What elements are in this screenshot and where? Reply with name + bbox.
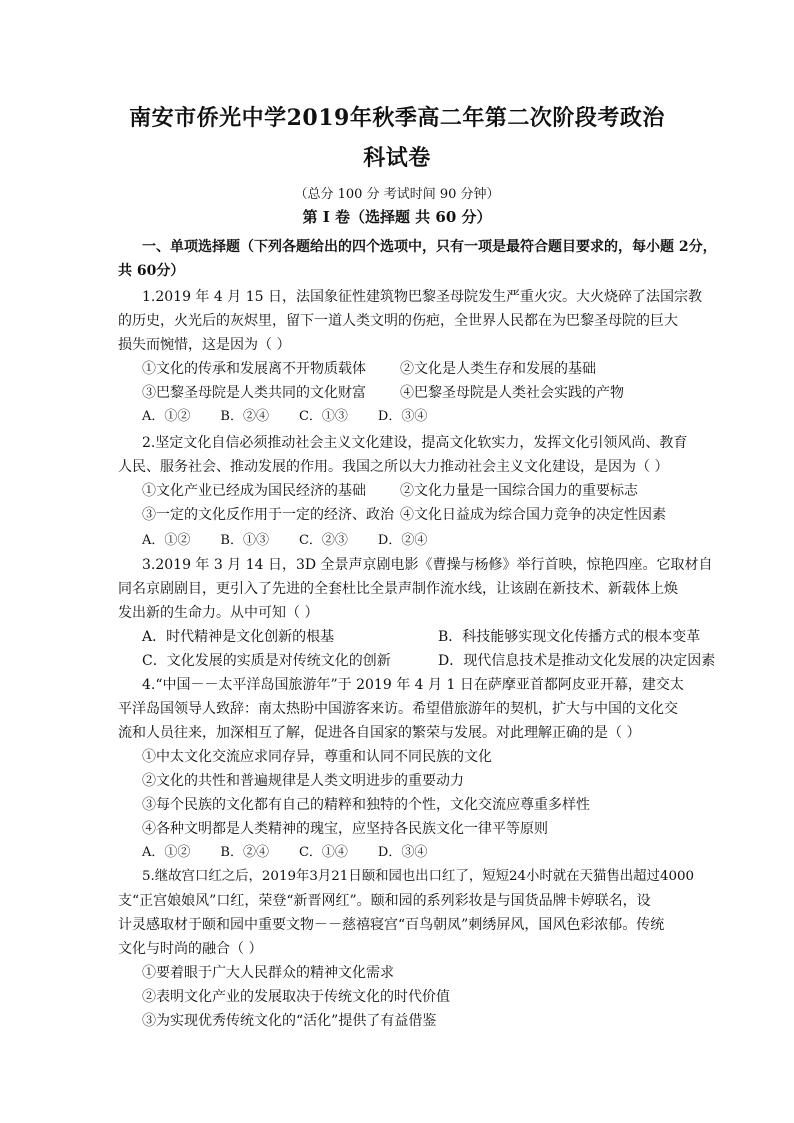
- question-5-line-3: 计灵感取材于颐和园中重要文物－－慈禧寝宫“百鸟朝凤”刺绣屏风，国风色彩浓郁。传统: [118, 917, 665, 933]
- question-1-line-2: 的历史，火光后的灰烬里，留下一道人类文明的伤疤，全世界人民都在为巴黎圣母院的巨大: [118, 313, 678, 329]
- part1-instruction-2: 共 60分）: [118, 263, 185, 279]
- question-2-answer-b: B．①③: [220, 533, 269, 548]
- question-4-answer-d: D．③④: [377, 845, 428, 860]
- question-2-statement-3: ③一定的文化反作用于一定的经济、政治: [142, 507, 394, 523]
- question-1-statement-3: ③巴黎圣母院是人类共同的文化财富: [142, 385, 366, 401]
- question-1-statement-4: ④巴黎圣母院是人类社会实践的产物: [400, 385, 624, 401]
- section-title: 第 I 卷（选择题 共 60 分）: [302, 208, 492, 226]
- question-3-option-b: B．科技能够实现文化传播方式的根本变革: [438, 629, 701, 645]
- exam-title-line2: 科试卷: [363, 145, 431, 171]
- question-1-answers: [142, 408, 457, 426]
- question-4-answers: [142, 844, 457, 862]
- question-3-line-3: 发出新的生命力。从中可知（ ）: [118, 605, 319, 621]
- question-3-option-d: D．现代信息技术是推动文化发展的决定因素: [438, 653, 716, 669]
- question-4-statement-3: ③每个民族的文化都有自己的精粹和独特的个性，文化交流应尊重多样性: [142, 797, 590, 813]
- question-1-line-1: 1.2019 年 4 月 15 日，法国象征性建筑物巴黎圣母院发生严重火灾。大火烧碎了法国宗教: [142, 289, 702, 305]
- score-info: （总分 100 分 考试时间 90 分钟）: [294, 187, 500, 202]
- question-1-answer-d: D．③④: [377, 409, 428, 424]
- question-4-statement-2: ②文化的共性和普遍规律是人类文明进步的重要动力: [142, 773, 464, 789]
- question-5-line-4: 文化与时尚的融合（ ）: [118, 941, 263, 957]
- question-2-statement-1: ①文化产业已经成为国民经济的基础: [142, 483, 366, 499]
- question-2-answers: [142, 532, 457, 550]
- question-2-answer-d: D．②④: [377, 533, 428, 548]
- question-2-statement-4: ④文化日益成为综合国力竞争的决定性因素: [400, 507, 666, 523]
- question-3-line-2: 同名京剧剧目，更引入了先进的全套杜比全景声制作流水线，让该剧在新技术、新载体上焕: [118, 581, 678, 597]
- question-1-line-3: 损失而惋惜，这是因为（ ）: [118, 337, 291, 353]
- question-1-answer-c: C．①③: [298, 409, 348, 424]
- question-2-line-2: 人民、服务社会、推动发展的作用。我国之所以大力推动社会主义文化建设，是因为（ ）: [118, 459, 669, 475]
- question-2-statement-2: ②文化力量是一国综合国力的重要标志: [400, 483, 638, 499]
- question-2-answer-a: A．①②: [142, 533, 191, 548]
- question-4-line-3: 流和人员往来，加深相互了解，促进各自国家的繁荣与发展。对此理解正确的是（ ）: [118, 725, 641, 741]
- question-4-answer-b: B．②④: [220, 845, 269, 860]
- question-1-statement-2: ②文化是人类生存和发展的基础: [400, 361, 596, 377]
- question-4-answer-a: A．①②: [142, 845, 191, 860]
- question-3-option-a: A．时代精神是文化创新的根基: [142, 629, 335, 645]
- question-1-answer-a: A．①②: [142, 409, 191, 424]
- question-4-statement-4: ④各种文明都是人类精神的瑰宝，应坚持各民族文化一律平等原则: [142, 821, 548, 837]
- question-5-statement-2: ②表明文化产业的发展取决于传统文化的时代价值: [142, 989, 450, 1005]
- question-4-answer-c: C．①④: [298, 845, 348, 860]
- question-5-statement-3: ③为实现优秀传统文化的“活化”提供了有益借鉴: [142, 1013, 437, 1029]
- part1-instruction-1: 一、单项选择题（下列各题给出的四个选项中，只有一项是最符合题目要求的，每小题 2分，: [142, 239, 717, 255]
- question-1-statement-1: ①文化的传承和发展离不开物质载体: [142, 361, 366, 377]
- question-4-line-1: 4.“中国－－太平洋岛国旅游年”于 2019 年 4 月 1 日在萨摩亚首都阿皮亚开幕，建交太: [142, 677, 684, 693]
- question-3-line-1: 3.2019 年 3 月 14 日，3D 全景声京剧电影《曹操与杨修》举行首映，惊艳四座。它取材自: [142, 557, 713, 573]
- question-4-statement-1: ①中太文化交流应求同存异，尊重和认同不同民族的文化: [142, 749, 492, 765]
- question-1-answer-b: B．②④: [220, 409, 269, 424]
- question-3-option-c: C．文化发展的实质是对传统文化的创新: [142, 653, 391, 669]
- question-4-line-2: 平洋岛国领导人致辞：南太热盼中国游客来访。希望借旅游年的契机，扩大与中国的文化交: [118, 701, 678, 717]
- question-5-line-2: 支“正宫娘娘风”口红，荣登“新晋网红”。颐和园的系列彩妆是与国货品牌卡婷联名，设: [118, 893, 651, 909]
- question-5-line-1: 5.继故宫口红之后，2019年3月21日颐和园也出口红了，短短24小时就在天猫售出超过4000: [142, 869, 695, 884]
- question-2-answer-c: C．②③: [298, 533, 348, 548]
- question-2-line-1: 2.坚定文化自信必须推动社会主义文化建设，提高文化软实力，发挥文化引领风尚、教育: [142, 435, 688, 451]
- question-5-statement-1: ①要着眼于广大人民群众的精神文化需求: [142, 965, 394, 981]
- exam-title-line1: 南安市侨光中学2019年秋季高二年第二次阶段考政治: [129, 105, 665, 131]
